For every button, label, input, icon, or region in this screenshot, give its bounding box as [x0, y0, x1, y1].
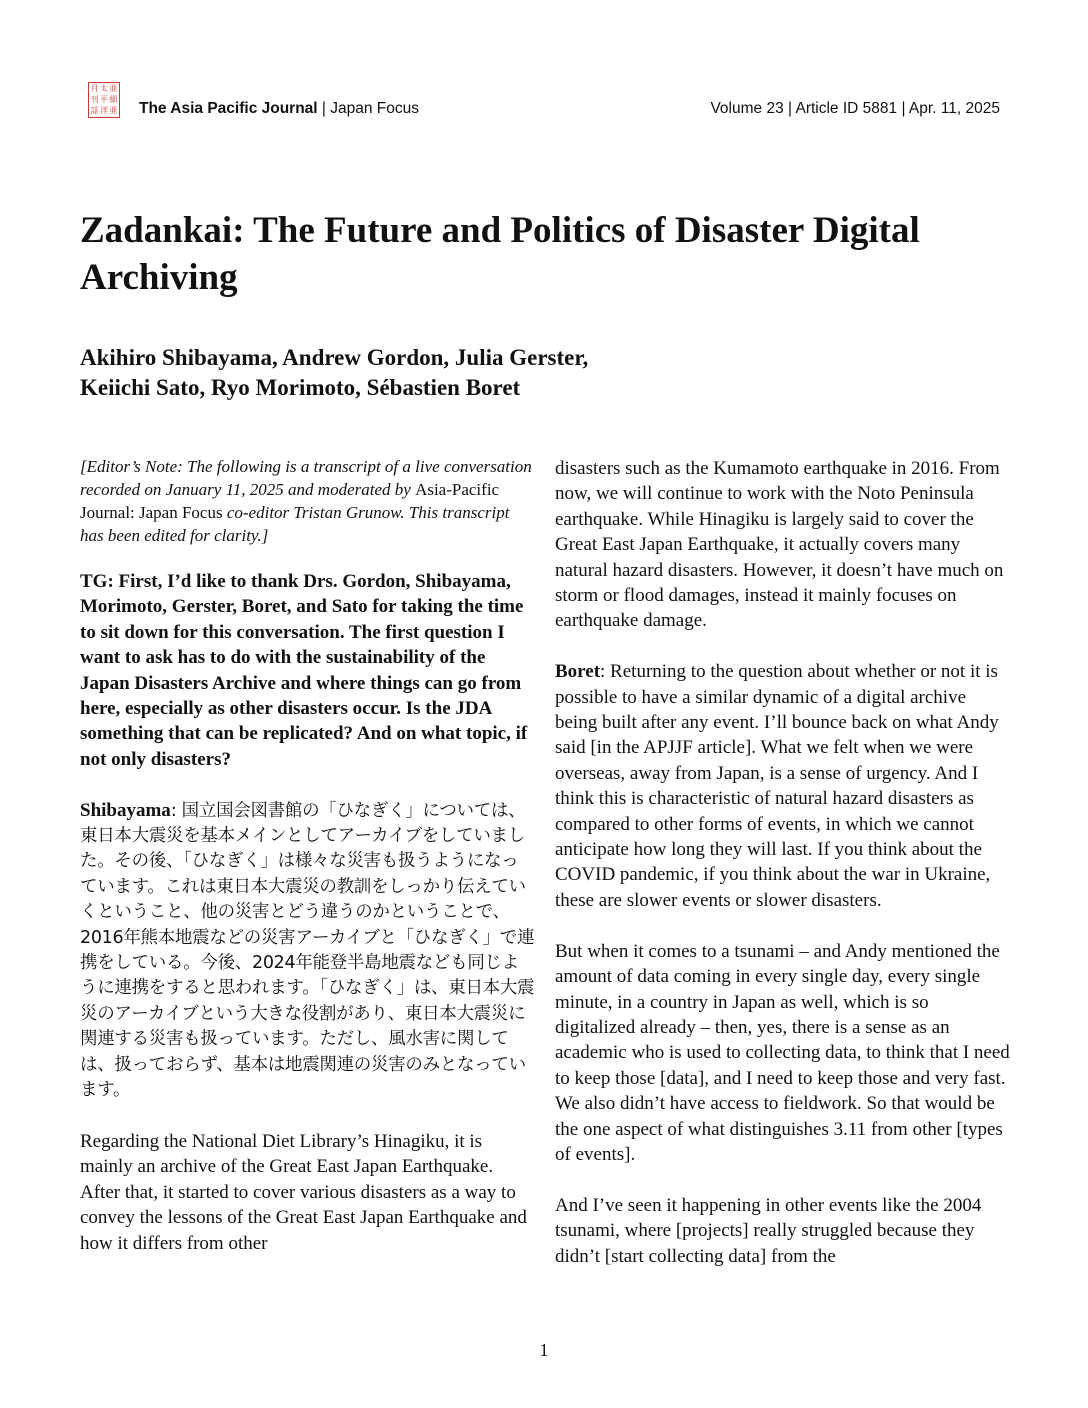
page-number: 1: [539, 1340, 549, 1360]
article-title: Zadankai: The Future and Politics of Disaster Digital Archiving: [80, 210, 920, 298]
tsunami-paragraph: But when it comes to a tsunami – and Andy mentioned the amount of data coming in every single day, every single minute, in a country in Japan as well, which is so digitalized already – then, yes, there is a sense as an academic who is used to collecting data, to think that I need to keep those [data], and I need to keep those and very fast. We also didn’t have access to fieldwork. So that would be the one aspect of what distinguishes 3.11 from other [types of events].: [555, 940, 1010, 1165]
authors-line-2: Keiichi Sato, Ryo Morimoto, Sébastien Boret: [80, 375, 521, 400]
shibayama-japanese: Shibayama: 国立国会図書館の「ひなぎく」については、東日本大震災を基本メインとしてアーカイブをしていました。その後、「ひなぎく」は様々な災害も扱うようになっています。これは東日本大震災の教訓をしっかり伝えていくということ、他の災害とどう違うのかということで、2016年熊本地震などの災害アーカイブと「ひなぎく」で連携をしている。今後、2024年能登半島地震なども同じように連携をすると思われます。「ひなぎく」は、東日本大震災のアーカイブという大きな役割があり、東日本大震災に関連する災害も扱っています。ただし、風水害に関しては、扱っておらず、基本は地震関連の災害のみとなっています。: [80, 799, 535, 1101]
journal-name: The Asia Pacific Journal | Japan Focus: [139, 100, 419, 117]
article-authors: [80, 343, 1010, 403]
editor-note: [Editor’s Note: The following is a transcript of a live conversation recorded on January 11, 2025 and moderated by Asia-Pacific Journal: Japan Focus co-editor Tristan Grunow. This transcript has been edited for clarity.]: [80, 457, 532, 545]
final-paragraph: And I’ve seen it happening in other events like the 2004 tsunami, where [projects] really struggled because they didn’t [start collecting data] from the: [555, 1194, 982, 1267]
right-column: [555, 456, 1010, 1294]
journal-logo: 月 太 亜 刊 平 細 誌 洋 亜: [88, 82, 120, 118]
authors-line-1: Akihiro Shibayama, Andrew Gordon, Julia Gerster,: [80, 345, 589, 370]
volume-info: Volume 23 | Article ID 5881 | Apr. 11, 2025: [710, 100, 1000, 117]
boret-answer: Boret: Returning to the question about whether or not it is possible to have a similar dynamic of a digital archive being built after any event. I’ll bounce back on what Andy said [in the APJJF article]. What we felt when we were overseas, away from Japan, is a sense of urgency. And I think this is characteristic of natural hazard disasters as compared to other forms of events, in which we cannot anticipate how long they will last. If you think about the COVID pandemic, if you think about the war in Ukraine, these are slower events or slower disasters.: [555, 661, 999, 911]
translation-continued: disasters such as the Kumamoto earthquake in 2016. From now, we will continue to work with the Noto Peninsula earthquake. While Hinagiku is largely said to cover the Great East Japan Earthquake, it actually covers many natural hazard disasters. However, it doesn’t have much on storm or flood damages, instead it mainly focuses on earthquake damage.: [555, 458, 1004, 632]
left-column: [80, 455, 535, 1281]
page-header: [83, 80, 1000, 122]
moderator-question: TG: First, I’d like to thank Drs. Gordon, Shibayama, Morimoto, Gerster, Boret, and Sato for taking the time to sit down for this conversation. The first question I want to ask has to do with the sustainability of the Japan Disasters Archive and where things can go from here, especially as other disasters occur. Is the JDA something that can be replicated? And on what topic, if not only disasters?: [80, 571, 528, 770]
shibayama-translation: Regarding the National Diet Library’s Hinagiku, it is mainly an archive of the Great East Japan Earthquake. After that, it started to cover various disasters as a way to convey the lessons of the Great East Japan Earthquake and how it differs from other: [80, 1130, 527, 1254]
